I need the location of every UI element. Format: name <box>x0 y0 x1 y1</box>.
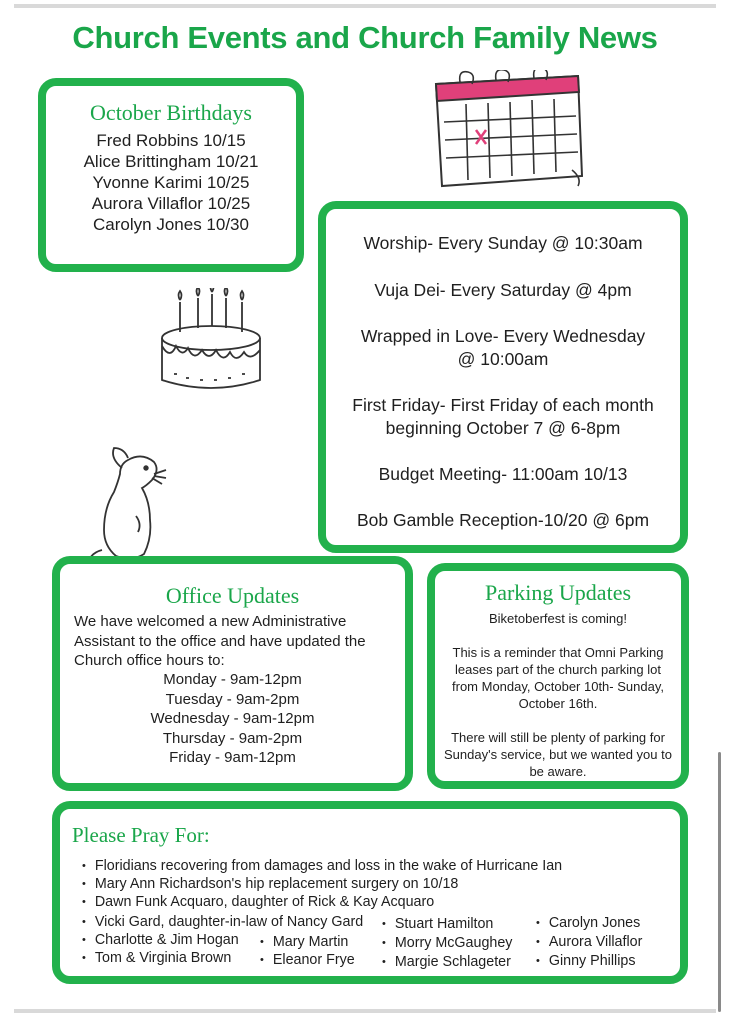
office-hours-item: Monday - 9am-12pm <box>163 671 302 688</box>
birthday-item: Aurora Villaflor 10/25 <box>91 194 251 213</box>
event-item <box>326 509 680 532</box>
office-hours <box>60 670 405 768</box>
event-line: Wrapped in Love- Every Wednesday <box>360 326 646 346</box>
event-line: Budget Meeting- 11:00am 10/13 <box>378 464 628 484</box>
prayer-item: • Mary Martin <box>260 933 348 953</box>
event-item <box>326 394 680 440</box>
prayer-item: • Carolyn Jones <box>536 914 640 934</box>
prayer-item: • Tom & Virginia Brown <box>82 949 231 969</box>
prayer-item: • Mary Ann Richardson's hip replacement surgery on 10/18 <box>82 875 458 895</box>
prayer-item: • Ginny Phillips <box>536 952 635 972</box>
parking-reminder: This is a reminder that Omni Parking leases part of the church parking lot from Monday, October 10th- Sunday, October 16th. <box>452 645 664 711</box>
office-intro: We have welcomed a new Administrative Assistant to the office and have updated the Church office hours to: <box>74 613 366 669</box>
office-hours-item: Tuesday - 9am-2pm <box>165 690 300 708</box>
parking-updates-box <box>427 563 689 789</box>
event-line: Worship- Every Sunday @ 10:30am <box>363 233 643 253</box>
event-line: Bob Gamble Reception-10/20 @ 6pm <box>356 510 650 530</box>
birthdays-box <box>38 78 304 272</box>
events-box <box>318 201 688 553</box>
prayer-list-box <box>52 801 688 984</box>
top-divider <box>14 4 716 8</box>
birthday-item: Carolyn Jones 10/30 <box>93 215 249 234</box>
office-heading: Office Updates <box>165 583 300 608</box>
birthday-item: Yvonne Karimi 10/25 <box>92 173 250 192</box>
prayer-item: • Morry McGaughey <box>382 934 512 954</box>
office-updates-box <box>52 556 413 791</box>
prayer-heading: Please Pray For: <box>72 823 210 847</box>
prayer-item: • Vicki Gard, daughter-in-law of Nancy Gard <box>82 913 363 933</box>
event-item <box>326 279 680 302</box>
event-line: Vuja Dei- Every Saturday @ 4pm <box>374 280 632 300</box>
birthdays-heading: October Birthdays <box>90 100 252 125</box>
office-hours-item: Wednesday - 9am-12pm <box>150 710 315 727</box>
birthday-cake-icon <box>156 288 266 398</box>
event-item <box>326 232 680 255</box>
parking-heading: Parking Updates <box>484 580 632 605</box>
event-item <box>326 463 680 486</box>
event-line: beginning October 7 @ 6-8pm <box>385 418 621 438</box>
event-line: @ 10:00am <box>457 349 549 369</box>
event-item <box>326 325 680 371</box>
prayer-item: • Charlotte & Jim Hogan <box>82 931 239 951</box>
prayer-item: • Stuart Hamilton <box>382 915 493 935</box>
prayer-item: • Aurora Villaflor <box>536 933 642 953</box>
scrollbar[interactable] <box>718 752 721 1012</box>
prayer-item: • Margie Schlageter <box>382 953 511 973</box>
page-title: Church Events and Church Family News <box>72 20 658 55</box>
bottom-divider <box>14 1009 716 1013</box>
birthday-item: Alice Brittingham 10/21 <box>83 152 259 171</box>
prayer-item: • Eleanor Frye <box>260 951 355 971</box>
prayer-item: • Dawn Funk Acquaro, daughter of Rick & Kay Acquaro <box>82 893 434 913</box>
prayer-item: • Floridians recovering from damages and loss in the wake of Hurricane Ian <box>82 857 562 877</box>
parking-announcement: Biketoberfest is coming! <box>488 611 627 626</box>
calendar-icon <box>430 70 590 190</box>
event-line: First Friday- First Friday of each month <box>352 395 654 415</box>
office-hours-item: Thursday - 9am-2pm <box>162 729 303 747</box>
birthday-item: Fred Robbins 10/15 <box>96 131 246 150</box>
parking-note: There will still be plenty of parking for Sunday's service, but we wanted you to be aware. <box>444 730 672 779</box>
office-hours-item: Friday - 9am-12pm <box>169 749 296 766</box>
